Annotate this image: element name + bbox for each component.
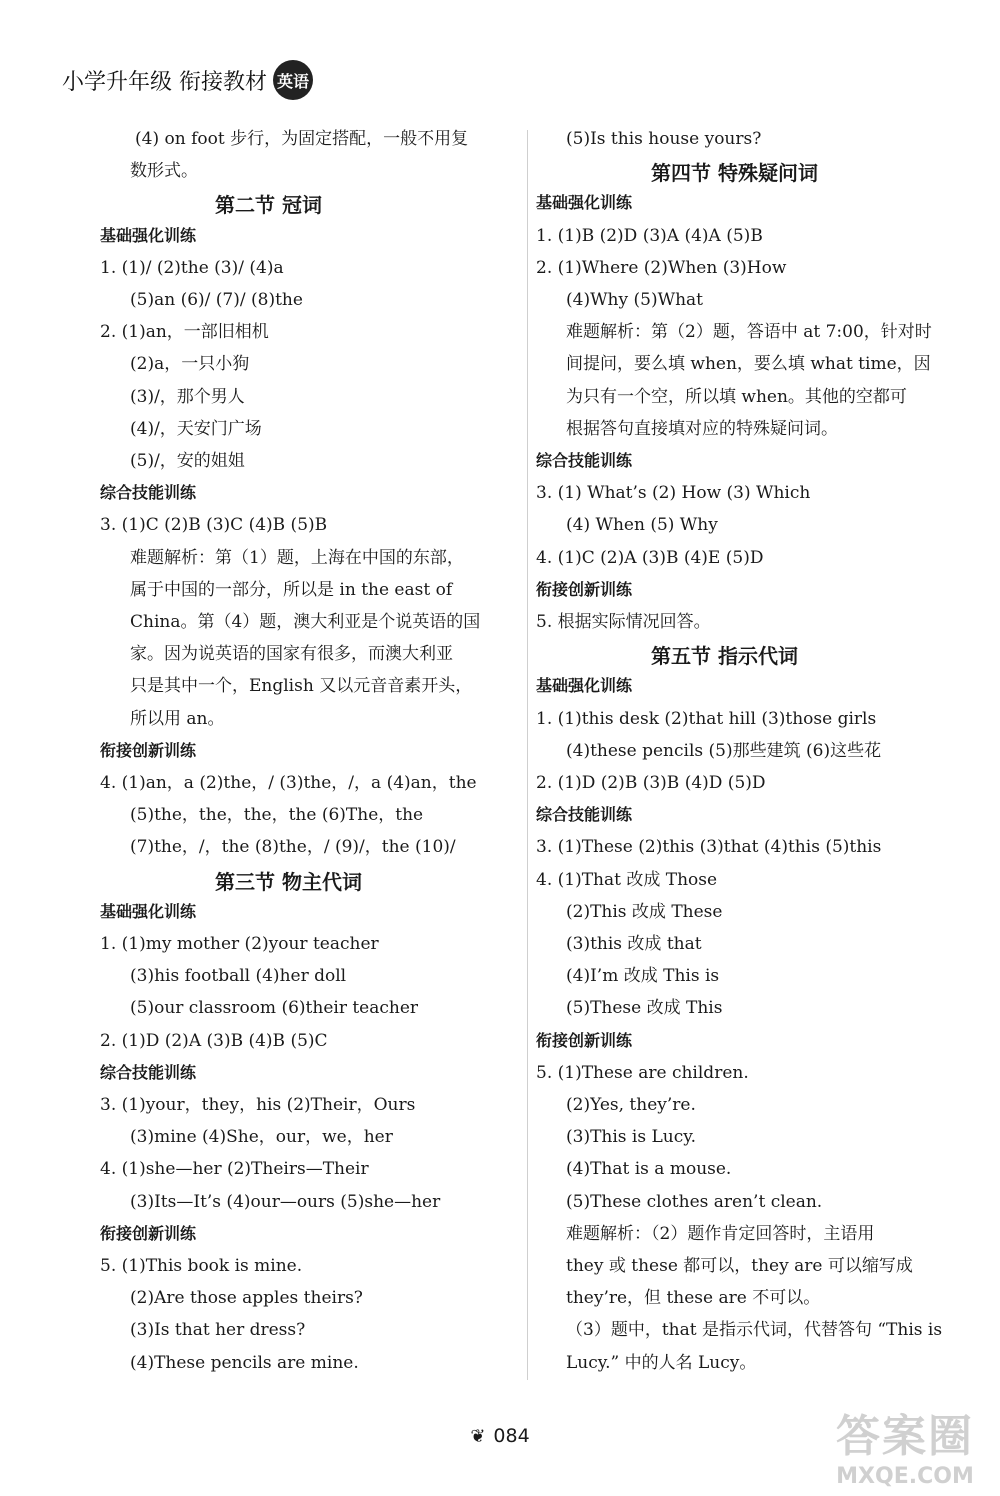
answer-line: (3)mine (4)She，our，we，her (130, 1127, 393, 1148)
bird-icon: ❦ (470, 1425, 486, 1447)
subsection-title: 衔接创新训练 (536, 579, 633, 599)
answer-line: 5. 根据实际情况回答。 (536, 612, 711, 632)
answer-line: 4. (1)C (2)A (3)B (4)E (5)D (536, 547, 764, 568)
answer-line: 2. (1)Where (2)When (3)How (536, 257, 787, 278)
column-divider (527, 130, 528, 1380)
answer-line: (3)This is Lucy. (566, 1127, 697, 1148)
subsection-title: 基础强化训练 (100, 225, 197, 245)
subject-badge: 英语 (273, 60, 313, 100)
answer-line: 根据答句直接填对应的特殊疑问词。 (566, 418, 838, 439)
answer-line: (3)Its—It’s (4)our—ours (5)she—her (130, 1191, 441, 1212)
answer-line: 数形式。 (130, 161, 198, 182)
answer-line: 3. (1)your，they，his (2)Their，Ours (100, 1095, 416, 1115)
answer-line: (3)/，那个男人 (130, 386, 245, 407)
answer-line: 2. (1)an，一部旧相机 (100, 322, 269, 343)
answer-line: 难题解析：第（1）题，上海在中国的东部， (130, 547, 464, 568)
answer-line: 难题解析：（2）题作肯定回答时，主语用 (566, 1223, 875, 1244)
subsection-title: 综合技能训练 (536, 451, 633, 470)
answer-line: Lucy.” 中的人名 Lucy。 (566, 1352, 757, 1373)
answer-line: 所以用 an。 (130, 708, 225, 729)
subsection-title: 衔接创新训练 (100, 1223, 197, 1243)
section-title: 第二节 冠词 (215, 193, 322, 218)
answer-line: 4. (1)That 改成 Those (536, 869, 718, 890)
answer-line: (4) When (5) Why (566, 515, 718, 536)
answer-line: 1. (1)this desk (2)that hill (3)those girls (536, 708, 877, 729)
answer-line: 5. (1)This book is mine. (100, 1256, 303, 1276)
answer-line: (5)an (6)/ (7)/ (8)the (130, 290, 303, 310)
answer-line: (3)this 改成 that (566, 934, 702, 954)
section-title: 第四节 特殊疑问词 (651, 161, 818, 186)
subsection-title: 基础强化训练 (536, 676, 633, 696)
answer-line: 3. (1)C (2)B (3)C (4)B (5)B (100, 515, 328, 536)
subsection-title: 基础强化训练 (100, 901, 197, 921)
answer-line: 3. (1) What’s (2) How (3) Which (536, 483, 811, 504)
page-header (62, 62, 313, 98)
header-title: 小学升年级 衔接教材 (62, 69, 267, 95)
answer-line: (5)/，安的姐姐 (130, 451, 245, 471)
answer-line: they 或 these 都可以，they are 可以缩写成 (566, 1256, 913, 1276)
watermark-logo: 答案圈 (836, 1411, 974, 1462)
answer-line: they’re，但 these are 不可以。 (566, 1288, 821, 1309)
answer-line: 3. (1)These (2)this (3)that (4)this (5)this (536, 837, 882, 858)
answer-line: 5. (1)These are children. (536, 1062, 749, 1083)
answer-line: (5)These 改成 This (566, 998, 723, 1019)
subsection-title: 综合技能训练 (536, 805, 633, 825)
answer-line: (4)I’m 改成 This is (566, 966, 720, 987)
answer-line: (2)Yes, they’re. (566, 1095, 696, 1115)
answer-line: 2. (1)D (2)B (3)B (4)D (5)D (536, 773, 766, 793)
answer-line: 4. (1)an，a (2)the，/ (3)the，/，a (4)an，the (100, 773, 477, 793)
answer-line: (4)These pencils are mine. (130, 1352, 359, 1373)
watermark (830, 1400, 980, 1490)
subsection-title: 综合技能训练 (100, 483, 197, 503)
answer-line: (4)these pencils (5)那些建筑 (6)这些花 (566, 740, 882, 761)
answer-line: 只是其中一个，English 又以元音音素开头， (130, 676, 473, 697)
page-number: 084 (493, 1425, 530, 1447)
answer-line: (7)the，/，the (8)the，/ (9)/，the (10)/ (130, 837, 456, 858)
answer-line: 1. (1)B (2)D (3)A (4)A (5)B (536, 225, 763, 246)
answer-line: (4)/，天安门广场 (130, 418, 262, 439)
answer-line: (2)Are those apples theirs? (130, 1288, 363, 1309)
answer-line: (2)This 改成 These (566, 901, 723, 922)
answer-line: (4) on foot 步行，为固定搭配，一般不用复 (135, 129, 469, 149)
answer-line: (4)Why (5)What (566, 290, 703, 310)
subsection-title: 基础强化训练 (536, 193, 633, 213)
answer-line: (5)the，the，the，the (6)The，the (130, 805, 424, 826)
answer-line: 2. (1)D (2)A (3)B (4)B (5)C (100, 1030, 328, 1051)
answer-line: 间提问，要么填 when，要么填 what time，因 (566, 354, 931, 375)
answer-line: 1. (1)my mother (2)your teacher (100, 934, 379, 954)
section-title: 第三节 物主代词 (215, 869, 362, 894)
answer-line: (5)Is this house yours? (566, 129, 762, 149)
answer-line: 属于中国的一部分，所以是 in the east of (130, 579, 453, 600)
answer-line: (3)Is that her dress? (130, 1320, 306, 1341)
answer-line: (5)These clothes aren’t clean. (566, 1191, 823, 1212)
answer-line: 家。因为说英语的国家有很多，而澳大利亚 (130, 644, 453, 665)
answer-line: (4)That is a mouse. (566, 1159, 732, 1180)
watermark-url: MXQE.COM (836, 1464, 974, 1489)
answer-line: (2)a，一只小狗 (130, 354, 250, 375)
subsection-title: 衔接创新训练 (100, 740, 197, 760)
answer-line: (5)our classroom (6)their teacher (130, 998, 419, 1019)
answer-line: 4. (1)she—her (2)Theirs—Their (100, 1159, 369, 1180)
answer-line: China。第（4）题，澳大利亚是个说英语的国 (130, 612, 481, 632)
subsection-title: 衔接创新训练 (536, 1030, 633, 1050)
answer-line: （3）题中，that 是指示代词，代替答句 “This is (566, 1320, 943, 1341)
answer-line: 为只有一个空，所以填 when。其他的空都可 (566, 386, 907, 407)
section-title: 第五节 指示代词 (651, 644, 798, 669)
subsection-title: 综合技能训练 (100, 1062, 197, 1082)
answer-line: 1. (1)/ (2)the (3)/ (4)a (100, 257, 284, 278)
answer-line: 难题解析：第（2）题，答语中 at 7:00，针对时 (566, 322, 932, 343)
answer-line: (3)his football (4)her doll (130, 966, 347, 987)
